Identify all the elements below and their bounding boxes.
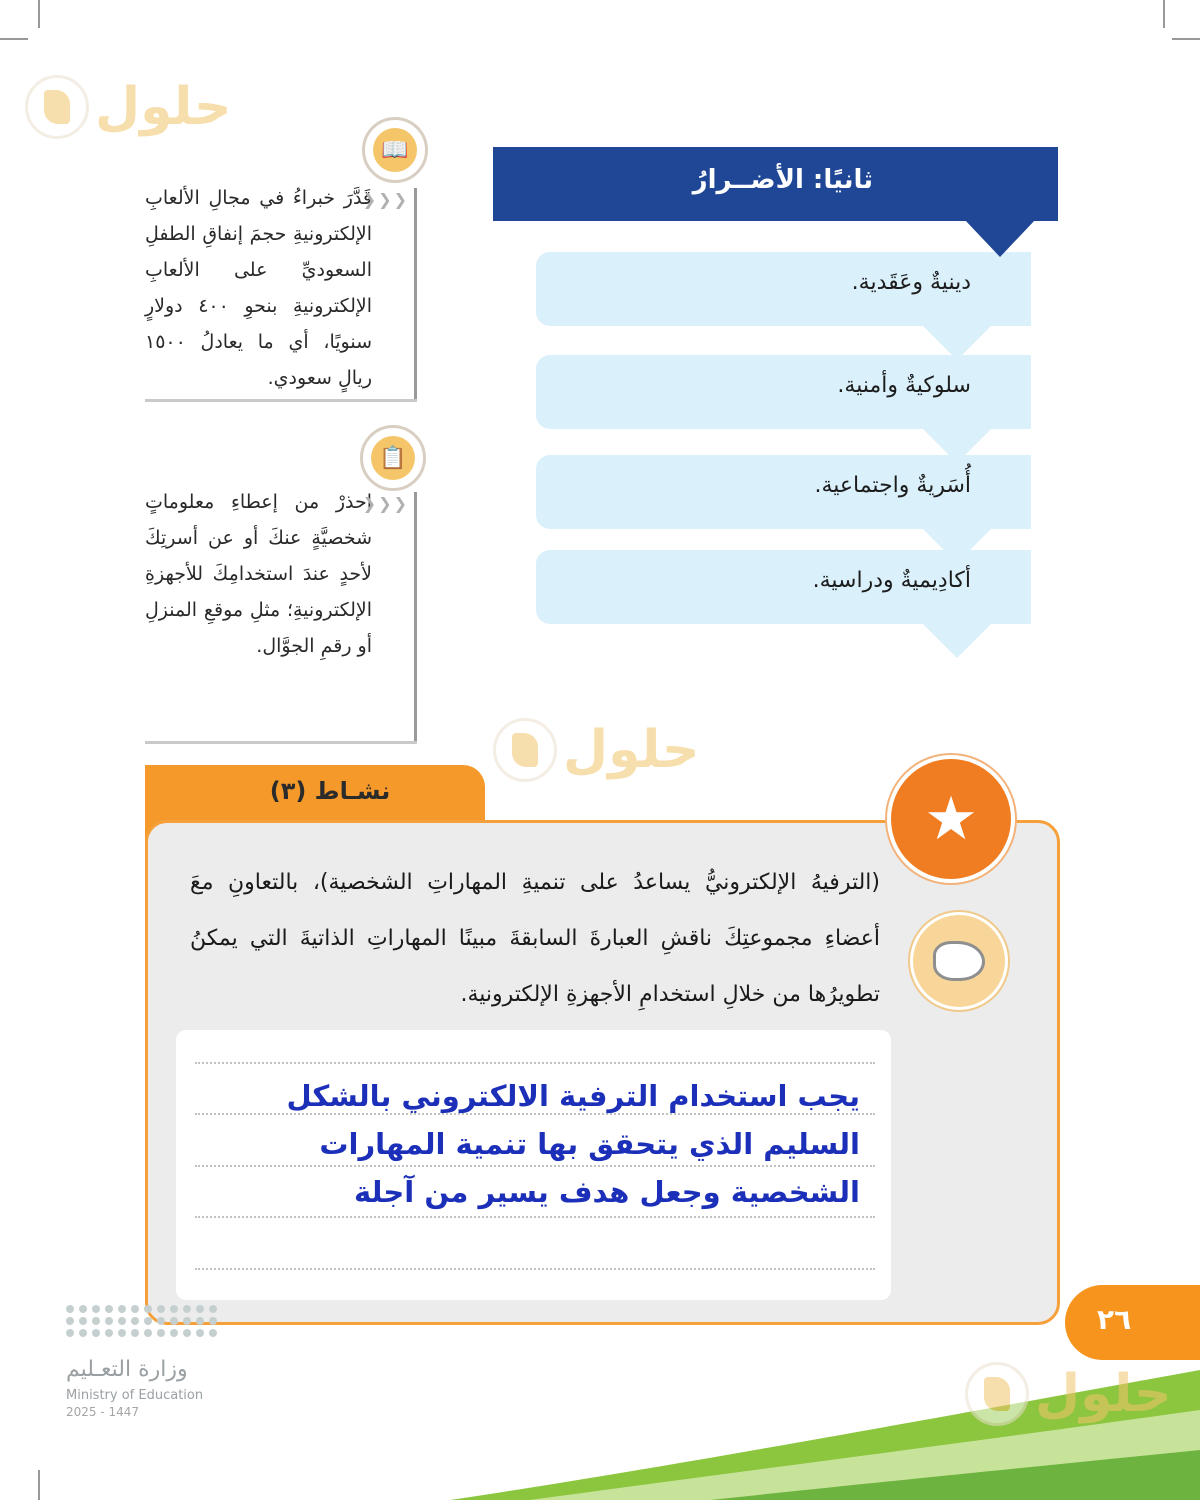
- handwritten-answer: يجب استخدام الترفية الالكتروني بالشكل السليم الذي يتحقق بها تنمية المهارات الشخصية وجعل هدف يسير من آجلة: [286, 1079, 860, 1209]
- side-note: [145, 484, 417, 744]
- note-divider: [145, 399, 417, 402]
- watermark-logo-icon: [493, 718, 557, 782]
- header-pointer-icon: [964, 219, 1036, 257]
- section-title: ثانيًا: الأضــرارُ: [692, 165, 873, 195]
- note-marker-icon: ❮❮❮: [362, 190, 409, 209]
- harm-label: أكادِيميةٌ ودراسية.: [812, 568, 971, 593]
- saudi-map-icon: [910, 912, 1008, 1010]
- harm-item: [536, 252, 1031, 326]
- ministry-year: 2025 - 1447: [66, 1405, 140, 1419]
- ministry-logo: [66, 1305, 226, 1419]
- harm-label: أُسَريةٌ واجتماعية.: [814, 473, 971, 498]
- answer-line: [195, 1216, 875, 1218]
- crop-mark: [1172, 38, 1200, 40]
- crop-mark: [0, 38, 28, 40]
- answer-line: [195, 1062, 875, 1064]
- note-marker-icon: ❮❮❮: [362, 494, 409, 513]
- ministry-dot-grid-icon: [66, 1305, 226, 1337]
- note-divider: [145, 741, 417, 744]
- watermark: [965, 1362, 1171, 1426]
- page-number-text: ٢٦: [1097, 1303, 1132, 1336]
- crop-mark: [38, 1470, 40, 1500]
- arrow-down-icon: [923, 529, 991, 563]
- watermark-text: حلول: [563, 720, 700, 780]
- watermark-text: حلول: [95, 77, 232, 137]
- note-divider: [414, 188, 417, 402]
- watermark: [25, 75, 231, 139]
- arrow-down-icon: [923, 326, 991, 360]
- answer-line: [195, 1268, 875, 1270]
- watermark: [493, 718, 699, 782]
- section-header: [493, 147, 1058, 221]
- page-number: [1065, 1285, 1200, 1360]
- side-note: [145, 180, 417, 402]
- notepad-icon: 📋: [360, 425, 426, 491]
- watermark-logo-icon: [965, 1362, 1029, 1426]
- activity-title: نشـاط (٣): [269, 777, 391, 805]
- ministry-name-ar: وزارة التعـليم: [66, 1357, 188, 1382]
- note-divider: [414, 492, 417, 744]
- note-text: احذرْ من إعطاءِ معلوماتٍ شخصيَّةٍ عنكَ أو عن أسرتِكَ لأحدٍ عندَ استخدامِكَ للأجهزةِ الإلكترونيةِ؛ مثلِ موقعِ المنزلِ أو رقمِ الجوَّال.: [145, 491, 372, 657]
- crop-mark: [38, 0, 40, 28]
- arrow-down-icon: [923, 429, 991, 463]
- harm-label: دينيةٌ وعَقَدية.: [851, 270, 971, 295]
- harm-item: [536, 355, 1031, 429]
- crop-mark: [1163, 0, 1165, 28]
- activity-prompt: (الترفيهُ الإلكترونيُّ يساعدُ على تنميةِ المهاراتِ الشخصية)، بالتعاونِ معَ أعضاءِ مجموعتِكَ ناقشِ العبارةَ السابقةَ مبينًا المهاراتِ الذاتيةَ التي يمكنُ تطويرُها من خلالِ استخدامِ الأجهزةِ الإلكترونية.: [190, 870, 880, 1007]
- harm-label: سلوكيةٌ وأمنية.: [837, 373, 971, 398]
- arrow-down-icon: [923, 624, 991, 658]
- watermark-logo-icon: [25, 75, 89, 139]
- ministry-name-en: Ministry of Education: [66, 1388, 204, 1403]
- kid-balloon-icon: ★: [887, 755, 1015, 883]
- note-text: قَدَّرَ خبراءُ في مجالِ الألعابِ الإلكترونيةِ حجمَ إنفاقِ الطفلِ السعوديِّ على الألعابِ الإلكترونيةِ بنحوِ ٤٠٠ دولارٍ سنويًا، أي ما يعادلُ ١٥٠٠ ريالٍ سعودي.: [145, 187, 372, 389]
- watermark-text: حلول: [1035, 1364, 1172, 1424]
- harm-item: [536, 455, 1031, 529]
- book-icon: 📖: [362, 117, 428, 183]
